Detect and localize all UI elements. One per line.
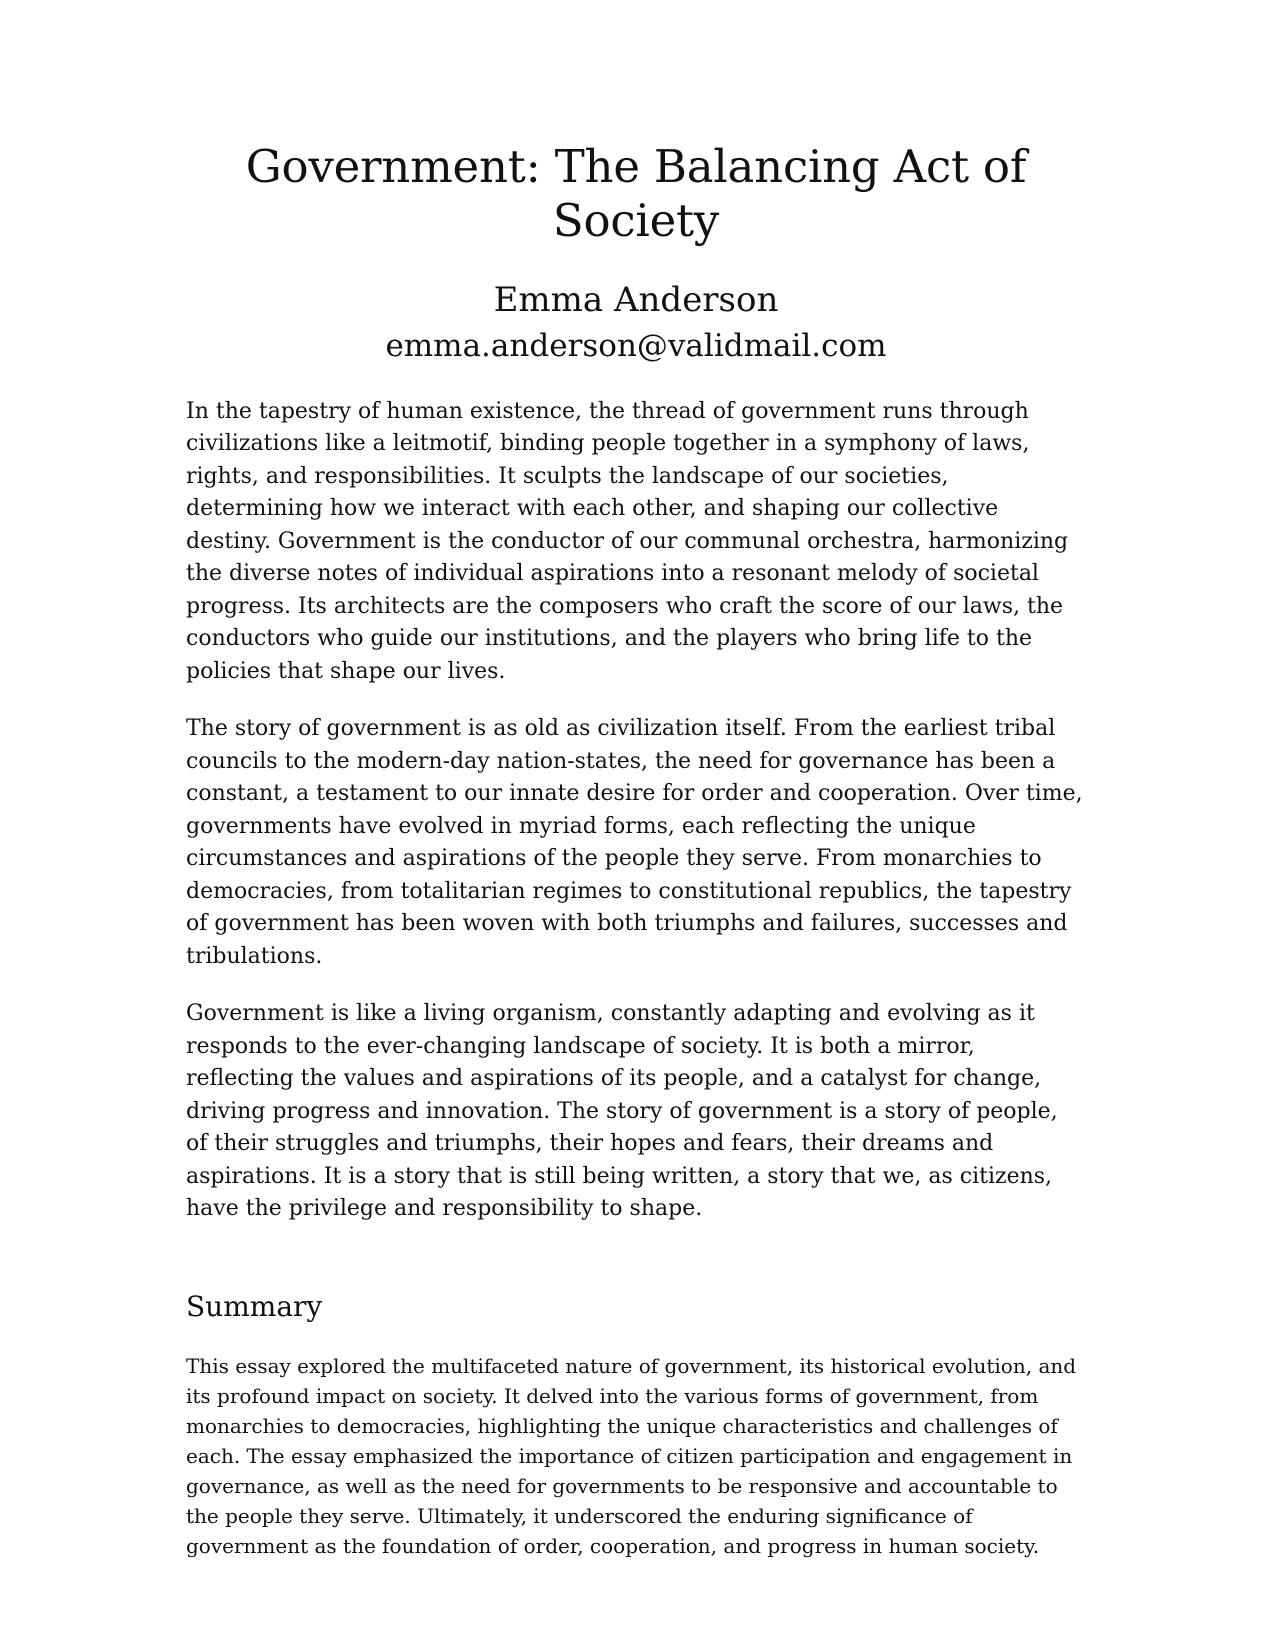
author-name: Emma Anderson: [493, 280, 779, 320]
body-paragraph-1: In the tapestry of human existence, the thread of government runs through civilizations like a leitmotif, binding people together in a symphony of laws, rights, and responsibilities. It sculpts the landscape of our societies, determining how we interact with each other, and shaping our collective destiny. Government is the conductor of our communal orchestra, harmonizing the diverse notes of individual aspirations into a resonant melody of societal progress. Its architects are the composers who craft the score of our laws, the conductors who guide our institutions, and the players who bring life to the policies that shape our lives.: [186, 398, 1069, 684]
author-email: emma.anderson@validmail.com: [385, 327, 887, 364]
document-page: [186, 140, 1086, 1561]
document-title: Government: The Balancing Act of Society: [245, 140, 1027, 247]
summary-paragraph: This essay explored the multifaceted nature of government, its historical evolution, and its profound impact on society. It delved into the various forms of government, from monarchies to democracies, highlighting the unique characteristics and challenges of each. The essay emphasized the importance of citizen participation and engagement in governance, as well as the need for governments to be responsive and accountable to the people they serve. Ultimately, it underscored the enduring significance of government as the foundation of order, cooperation, and progress in human society.: [186, 1354, 1077, 1559]
summary-heading: Summary: [186, 1289, 323, 1323]
body-paragraph-2: The story of government is as old as civilization itself. From the earliest tribal councils to the modern-day nation-states, the need for governance has been a constant, a testament to our innate desire for order and cooperation. Over time, governments have evolved in myriad forms, each reflecting the unique circumstances and aspirations of the people they serve. From monarchies to democracies, from totalitarian regimes to constitutional republics, the tapestry of government has been woven with both triumphs and failures, successes and tribulations.: [186, 716, 1083, 969]
body-paragraph-3: Government is like a living organism, constantly adapting and evolving as it responds to the ever-changing landscape of society. It is both a mirror, reflecting the values and aspirations of its people, and a catalyst for change, driving progress and innovation. The story of government is a story of people, of their struggles and triumphs, their hopes and fears, their dreams and aspirations. It is a story that is still being written, a story that we, as citizens, have the privilege and responsibility to shape.: [186, 1001, 1058, 1222]
